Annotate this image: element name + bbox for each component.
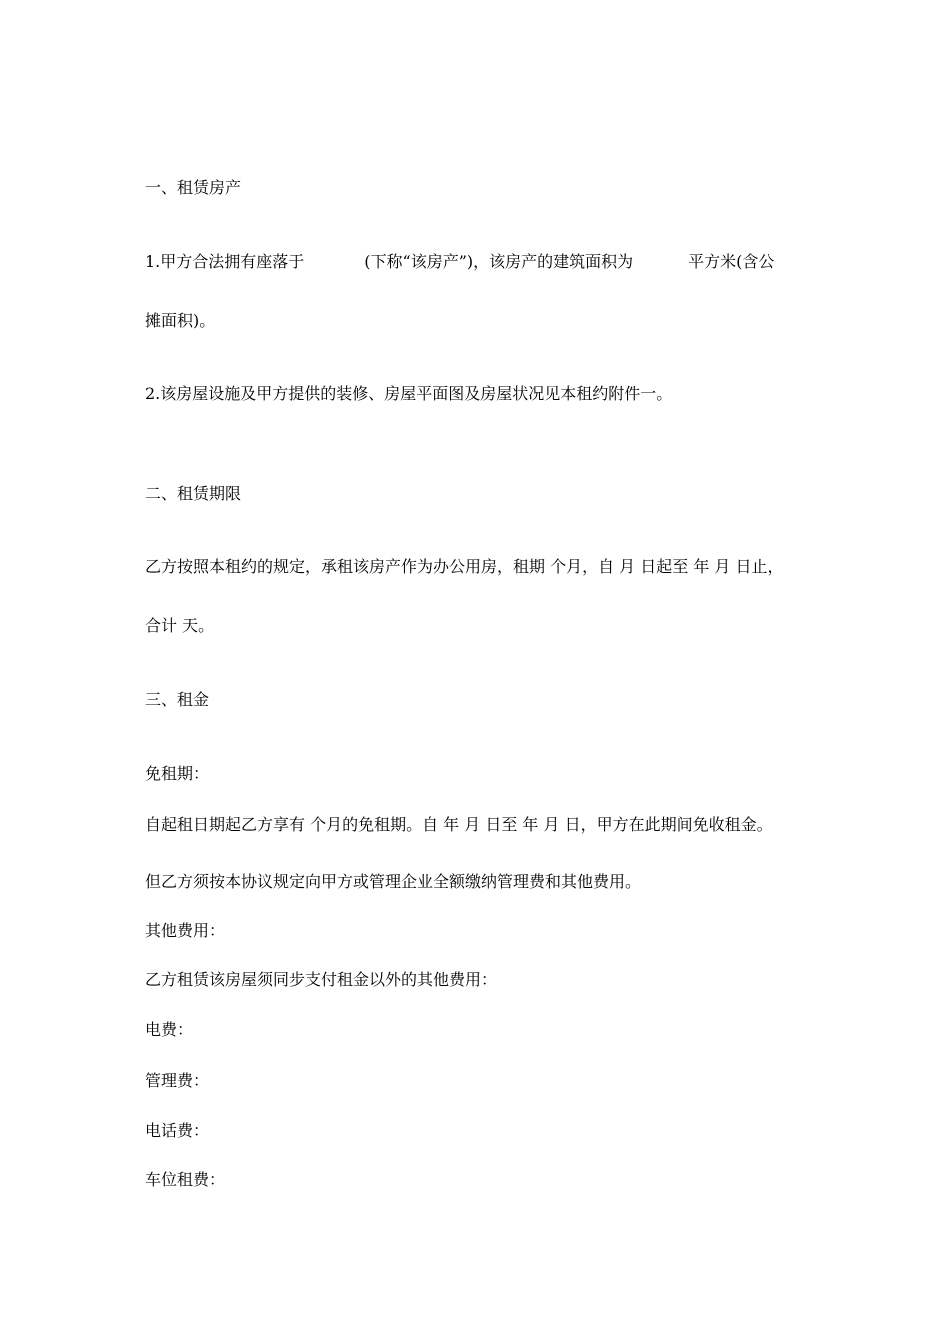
rent-free-clause-continued: 但乙方须按本协议规定向甲方或管理企业全额缴纳管理费和其他费用。 bbox=[145, 872, 642, 891]
rent-free-label: 免租期： bbox=[145, 764, 210, 783]
other-fees-label: 其他费用： bbox=[145, 921, 226, 940]
clause-1-2: 2.该房屋设施及甲方提供的装修、房屋平面图及房屋状况见本租约附件一。 bbox=[145, 384, 673, 403]
clause-2-1: 乙方按照本租约的规定，承租该房产作为办公用房，租期 个月，自 月 日起至 年 月 日止， bbox=[145, 557, 784, 576]
rent-free-clause: 自起租日期起乙方享有 个月的免租期。自 年 月 日至 年 月 日，甲方在此期间免收租金。 bbox=[145, 815, 773, 834]
section-heading-rent: 三、租金 bbox=[145, 690, 210, 709]
fee-management: 管理费： bbox=[145, 1071, 210, 1090]
section-heading-lease-property: 一、租赁房产 bbox=[145, 178, 242, 197]
clause-2-1-continued: 合计 天。 bbox=[145, 616, 215, 635]
fee-parking: 车位租费： bbox=[145, 1170, 226, 1189]
clause-1-1-part-c: 平方米(含公 bbox=[688, 252, 775, 271]
clause-1-1-part-b: (下称“该房产”)，该房产的建筑面积为 bbox=[364, 252, 634, 271]
section-heading-lease-term: 二、租赁期限 bbox=[145, 484, 242, 503]
clause-1-1-part-a: 1.甲方合法拥有座落于 bbox=[145, 252, 305, 271]
fee-electricity: 电费： bbox=[145, 1020, 194, 1039]
clause-1-1-continued: 摊面积)。 bbox=[145, 311, 216, 330]
other-fees-clause: 乙方租赁该房屋须同步支付租金以外的其他费用： bbox=[145, 970, 498, 989]
fee-telephone: 电话费： bbox=[145, 1121, 210, 1140]
clause-1-1 bbox=[145, 252, 774, 272]
